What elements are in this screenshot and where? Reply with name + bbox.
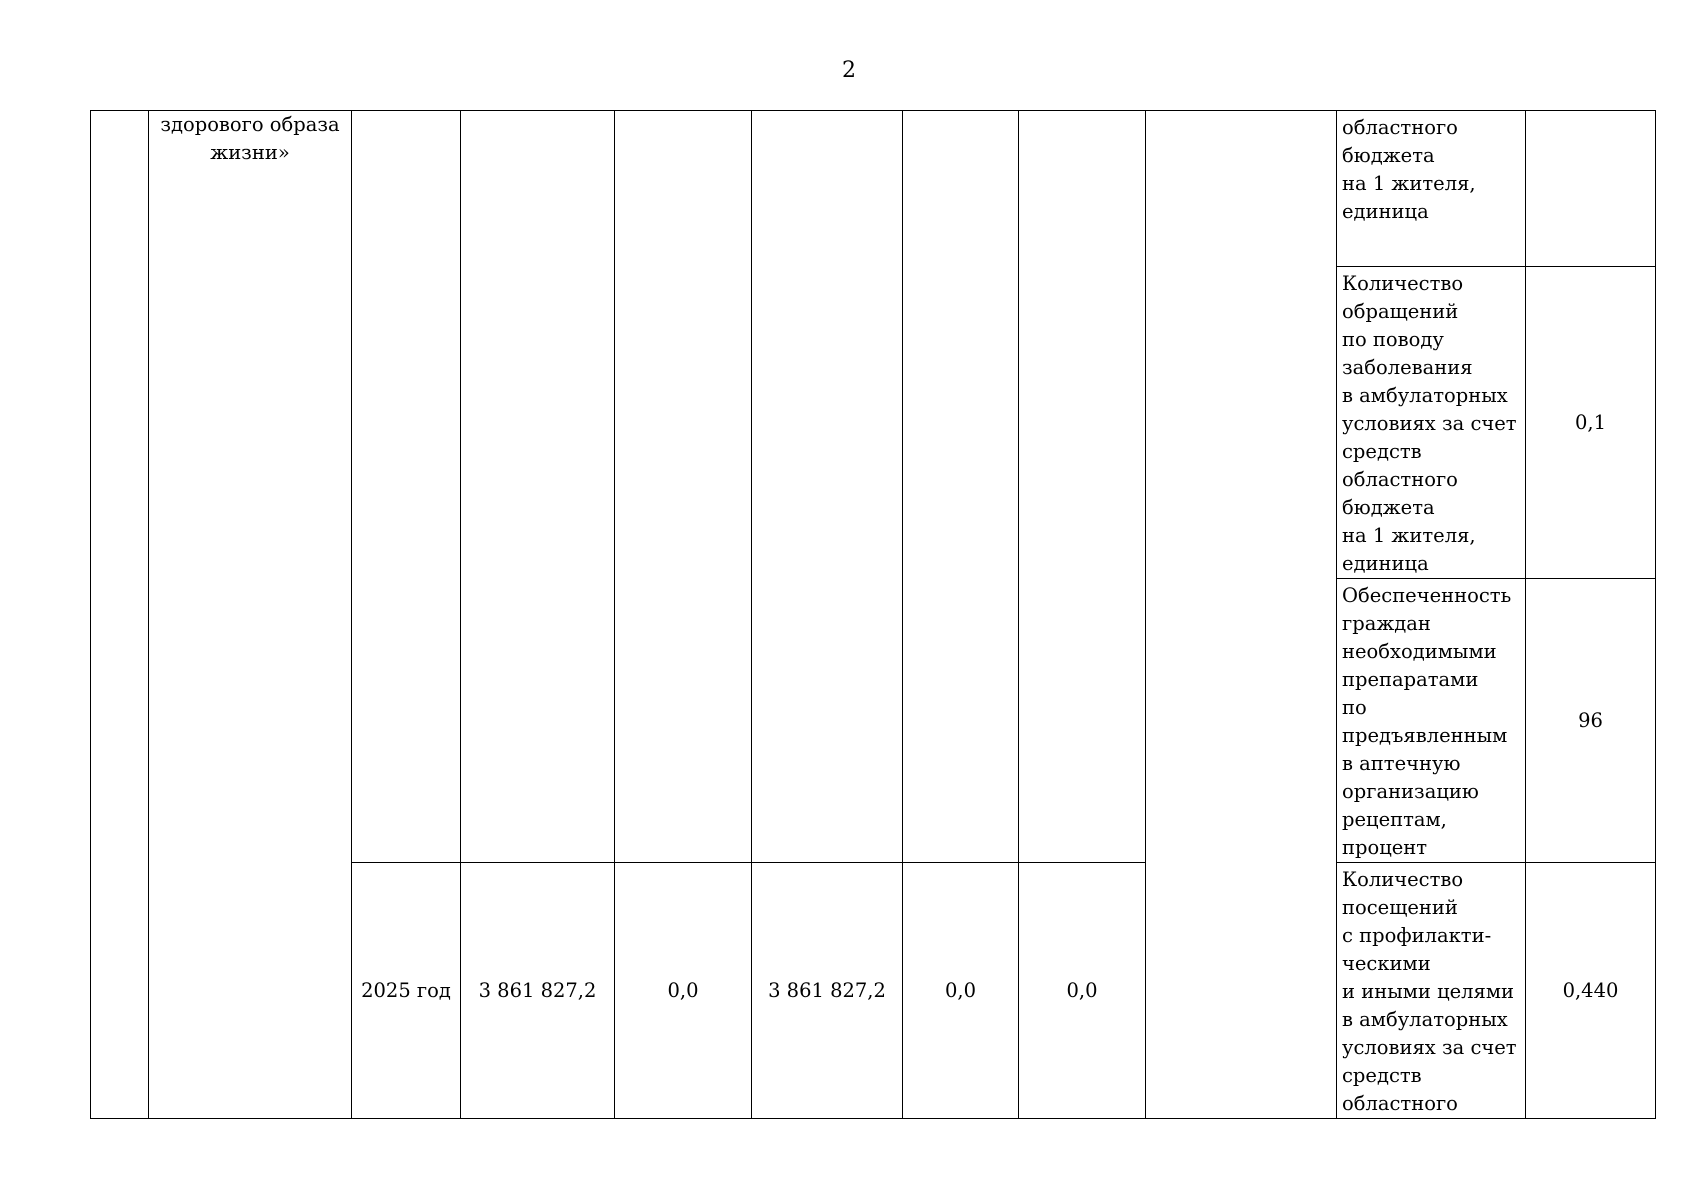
- program-name: здорового образа жизни»: [160, 113, 340, 164]
- year-cell: [352, 111, 461, 863]
- indicator-value: 0,1: [1526, 267, 1656, 579]
- indicator-name: Обеспеченность граждан необходимыми препаратами по предъявленным в аптечную организацию рецептам, процент: [1337, 579, 1526, 863]
- local-cell: [903, 111, 1019, 863]
- local-value: 0,0: [903, 863, 1019, 1119]
- indicator-value: 96: [1526, 579, 1656, 863]
- table-row: [91, 111, 1656, 267]
- year-value: 2025 год: [352, 863, 461, 1119]
- federal-value: 0,0: [615, 863, 752, 1119]
- other-value: 0,0: [1019, 863, 1146, 1119]
- indicator-name: Количество обращений по поводу заболевания в амбулаторных условиях за счет средств областного бюджета на 1 жителя, единица: [1337, 267, 1526, 579]
- total-cell: [461, 111, 615, 863]
- total-value: 3 861 827,2: [461, 863, 615, 1119]
- indicator-name: областного бюджета на 1 жителя, единица: [1337, 111, 1526, 267]
- indicator-value: 0,440: [1526, 863, 1656, 1119]
- program-table: [90, 110, 1656, 1119]
- page-number: 2: [842, 58, 856, 83]
- regional-value: 3 861 827,2: [752, 863, 903, 1119]
- regional-cell: [752, 111, 903, 863]
- indicator-name: Количество посещений с профилакти- ческими и иными целями в амбулаторных условиях за счет средств областного: [1337, 863, 1526, 1119]
- row-number-cell: [91, 111, 149, 1119]
- federal-cell: [615, 111, 752, 863]
- indicator-value: [1526, 111, 1656, 267]
- responsible-cell: [1146, 111, 1337, 1119]
- program-name-cell: [149, 111, 352, 1119]
- other-cell: [1019, 111, 1146, 863]
